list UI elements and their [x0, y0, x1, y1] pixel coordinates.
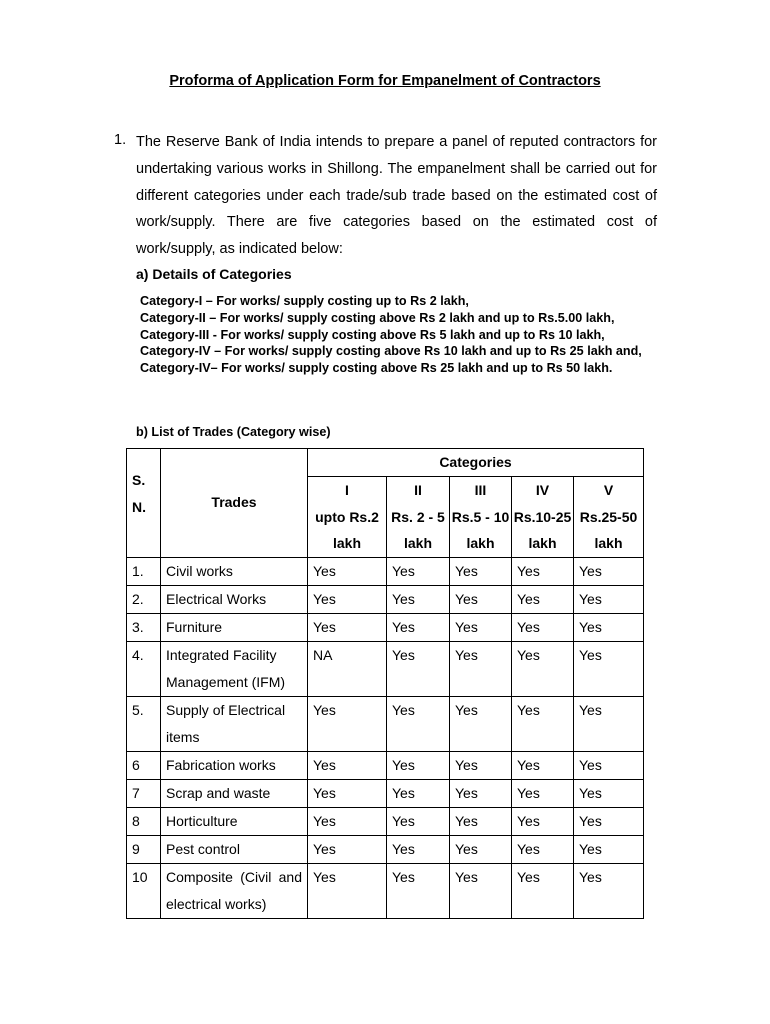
intro-line: estimated cost of work/supply. There are five categories based on the — [136, 187, 658, 231]
table-row — [127, 557, 644, 585]
value-cell: Yes — [387, 779, 450, 807]
table-row — [127, 835, 644, 863]
sn-cell: 8 — [127, 807, 161, 835]
value-cell: Yes — [308, 557, 387, 585]
category-range: Rs.10-25 — [513, 508, 572, 525]
value-cell: Yes — [574, 585, 644, 613]
category-line: Category-II – For works/ supply costing above Rs 2 lakh and up to Rs.5.00 lakh, — [140, 310, 615, 325]
value-cell: Yes — [512, 863, 574, 918]
value-cell: Yes — [387, 835, 450, 863]
value-cell: Yes — [308, 835, 387, 863]
value-cell: Yes — [450, 835, 512, 863]
value-cell: Yes — [387, 557, 450, 585]
category-range: upto Rs.2 — [315, 508, 379, 525]
table-row — [127, 779, 644, 807]
category-unit: lakh — [332, 535, 361, 551]
category-unit: lakh — [403, 535, 432, 551]
intro-line: estimated cost of work/supply, as indicated below: — [136, 214, 658, 258]
value-cell: Yes — [450, 807, 512, 835]
trade-cell: Scrap and waste — [161, 779, 308, 807]
trade-cell: Furniture — [161, 613, 308, 641]
category-unit: lakh — [594, 535, 623, 551]
value-cell: Yes — [387, 751, 450, 779]
value-cell: Yes — [387, 613, 450, 641]
sn-cell: 4. — [127, 641, 161, 696]
value-cell: Yes — [574, 807, 644, 835]
value-cell: Yes — [308, 807, 387, 835]
value-cell: Yes — [574, 613, 644, 641]
trade-cell: Integrated Facility Management (IFM) — [161, 641, 308, 696]
sn-cell: 10 — [127, 863, 161, 918]
value-cell: Yes — [387, 807, 450, 835]
trade-cell: Civil works — [161, 557, 308, 585]
table-row — [127, 641, 644, 696]
trades-header: Trades — [161, 449, 308, 558]
category-unit: lakh — [528, 535, 557, 551]
table-header-row — [127, 449, 644, 477]
trade-cell: Fabrication works — [161, 751, 308, 779]
trade-cell: Pest control — [161, 835, 308, 863]
trade-cell: Supply of Electrical items — [161, 696, 308, 751]
categories-heading: a) Details of Categories — [136, 266, 292, 282]
category-line: Category-III - For works/ supply costing above Rs 5 lakh and up to Rs 10 lakh, — [140, 327, 605, 342]
value-cell: NA — [308, 641, 387, 696]
category-range: Rs. 2 - 5 — [391, 508, 445, 525]
table-row — [127, 863, 644, 918]
category-column-header — [574, 477, 644, 558]
value-cell: Yes — [308, 863, 387, 918]
category-column-header — [308, 477, 387, 558]
value-cell: Yes — [574, 835, 644, 863]
value-cell: Yes — [387, 585, 450, 613]
category-roman: IV — [535, 482, 550, 498]
value-cell: Yes — [450, 696, 512, 751]
value-cell: Yes — [574, 779, 644, 807]
category-roman: V — [603, 482, 614, 498]
value-cell: Yes — [308, 751, 387, 779]
value-cell: Yes — [450, 751, 512, 779]
trade-cell: Composite (Civil and electrical works) — [161, 863, 308, 918]
sn-cell: 9 — [127, 835, 161, 863]
item-number: 1. — [114, 132, 127, 148]
table-row — [127, 807, 644, 835]
category-range: Rs.25-50 — [579, 508, 638, 525]
value-cell: Yes — [450, 641, 512, 696]
value-cell: Yes — [450, 585, 512, 613]
category-roman: II — [414, 482, 422, 498]
sn-cell: 6 — [127, 751, 161, 779]
value-cell: Yes — [512, 613, 574, 641]
category-roman: III — [474, 482, 487, 498]
sn-cell: 1. — [127, 557, 161, 585]
value-cell: Yes — [512, 696, 574, 751]
trade-cell: Horticulture — [161, 807, 308, 835]
value-cell: Yes — [387, 641, 450, 696]
categories-header: Categories — [308, 449, 644, 477]
value-cell: Yes — [574, 751, 644, 779]
value-cell: Yes — [574, 557, 644, 585]
category-line: Category-IV – For works/ supply costing above Rs 10 lakh and up to Rs 25 lakh and, — [140, 344, 642, 359]
value-cell: Yes — [387, 863, 450, 918]
value-cell: Yes — [450, 779, 512, 807]
document-title: Proforma of Application Form for Empanelment of Contractors — [169, 73, 601, 89]
category-column-header — [450, 477, 512, 558]
category-details — [140, 293, 658, 377]
category-roman: I — [345, 482, 349, 498]
table-row — [127, 696, 644, 751]
category-line: Category-IV– For works/ supply costing above Rs 25 lakh and up to Rs 50 lakh. — [140, 361, 613, 376]
sn-cell: 3. — [127, 613, 161, 641]
table-row — [127, 613, 644, 641]
category-line: Category-I – For works/ supply costing up to Rs 2 lakh, — [140, 294, 469, 308]
sn-cell: 7 — [127, 779, 161, 807]
sn-header: S. N. — [127, 449, 161, 558]
category-range: Rs.5 - 10 — [451, 508, 510, 525]
value-cell: Yes — [387, 696, 450, 751]
sn-cell: 2. — [127, 585, 161, 613]
value-cell: Yes — [450, 863, 512, 918]
table-row — [127, 585, 644, 613]
intro-line: out for different categories under each trade/sub trade based on the — [136, 160, 657, 204]
intro-paragraph — [136, 129, 657, 263]
intro-line: for undertaking various works in Shillong. The empanelment shall be carried — [136, 134, 657, 177]
intro-line: The Reserve Bank of India intends to prepare a panel of reputed contractors — [136, 134, 636, 150]
value-cell: Yes — [574, 696, 644, 751]
category-column-header — [387, 477, 450, 558]
trades-table — [126, 448, 644, 919]
value-cell: Yes — [512, 641, 574, 696]
trades-heading: b) List of Trades (Category wise) — [136, 425, 331, 439]
value-cell: Yes — [512, 835, 574, 863]
value-cell: Yes — [512, 585, 574, 613]
category-unit: lakh — [466, 535, 495, 551]
value-cell: Yes — [574, 863, 644, 918]
value-cell: Yes — [308, 696, 387, 751]
value-cell: Yes — [308, 585, 387, 613]
value-cell: Yes — [308, 779, 387, 807]
value-cell: Yes — [450, 557, 512, 585]
table-row — [127, 751, 644, 779]
category-column-header — [512, 477, 574, 558]
value-cell: Yes — [512, 751, 574, 779]
value-cell: Yes — [308, 613, 387, 641]
value-cell: Yes — [512, 807, 574, 835]
value-cell: Yes — [512, 779, 574, 807]
sn-cell: 5. — [127, 696, 161, 751]
value-cell: Yes — [512, 557, 574, 585]
value-cell: Yes — [574, 641, 644, 696]
value-cell: Yes — [450, 613, 512, 641]
trade-cell: Electrical Works — [161, 585, 308, 613]
